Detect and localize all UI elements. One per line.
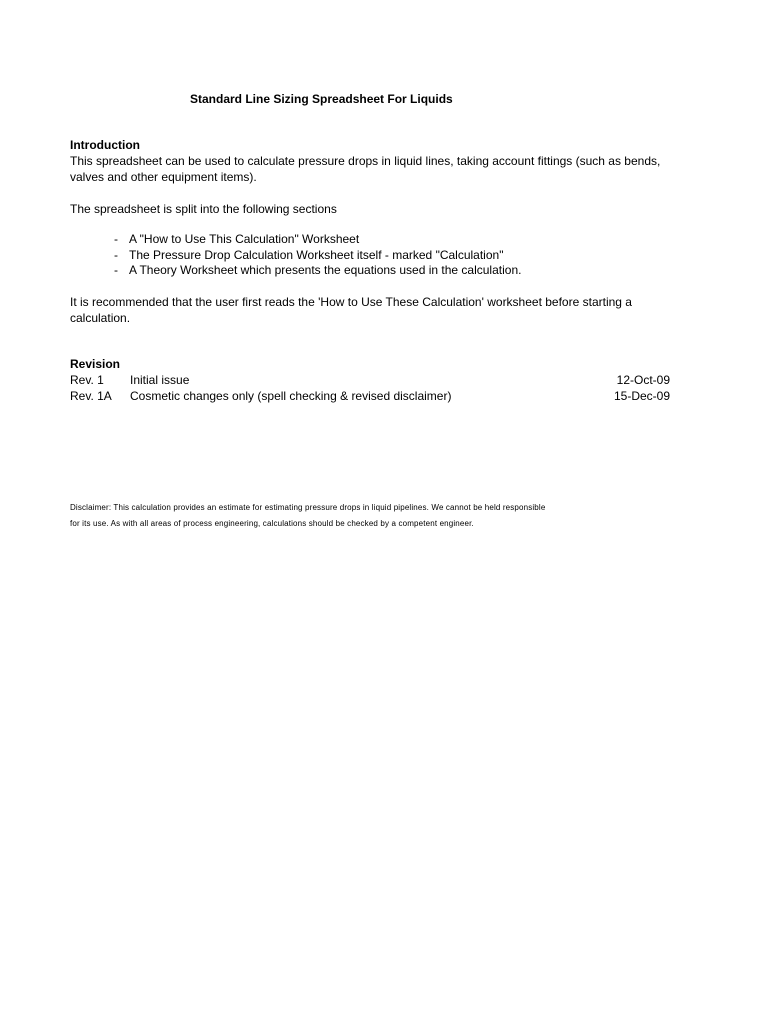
list-item xyxy=(114,248,521,264)
bullet-dash: - xyxy=(114,247,118,262)
table-row xyxy=(70,373,670,389)
document-title: Standard Line Sizing Spreadsheet For Liquids xyxy=(190,92,453,106)
list-item xyxy=(114,263,521,279)
revision-table xyxy=(70,373,670,404)
recommendation-line-2: calculation. xyxy=(70,311,131,325)
sections-list xyxy=(114,232,521,279)
list-item-text: A "How to Use This Calculation" Worksheet xyxy=(129,232,360,246)
recommendation-paragraph xyxy=(70,294,670,326)
revision-date: 15-Dec-09 xyxy=(613,388,670,403)
list-item xyxy=(114,232,521,248)
disclaimer-line-1: Disclaimer: This calculation provides an estimate for estimating pressure drops in liquid pipelines. We cannot be held responsible xyxy=(70,503,546,512)
disclaimer xyxy=(70,500,690,532)
revision-description: Cosmetic changes only (spell checking & revised disclaimer) xyxy=(130,388,452,403)
bullet-dash: - xyxy=(114,263,118,277)
revision-id: Rev. 1A xyxy=(70,388,112,403)
introduction-line-2: valves and other equipment items). xyxy=(70,170,257,184)
introduction-line-1: This spreadsheet can be used to calculate pressure drops in liquid lines, taking account fittings (such as bends, xyxy=(70,154,661,168)
list-item-text: The Pressure Drop Calculation Worksheet itself - marked "Calculation" xyxy=(129,247,504,262)
table-row xyxy=(70,389,670,405)
introduction-heading: Introduction xyxy=(70,138,140,152)
sections-intro-paragraph xyxy=(70,201,670,217)
revision-id: Rev. 1 xyxy=(70,373,104,387)
bullet-dash: - xyxy=(114,232,118,246)
recommendation-line-1: It is recommended that the user first reads the 'How to Use These Calculation' worksheet before starting a xyxy=(70,295,632,309)
sections-intro-text: The spreadsheet is split into the following sections xyxy=(70,202,337,216)
introduction-paragraph xyxy=(70,153,670,185)
revision-description: Initial issue xyxy=(130,373,190,387)
list-item-text: A Theory Worksheet which presents the equations used in the calculation. xyxy=(129,263,522,277)
disclaimer-line-2: for its use. As with all areas of process engineering, calculations should be checked by a competent engineer. xyxy=(70,519,474,528)
revision-heading: Revision xyxy=(70,357,121,371)
revision-date: 12-Oct-09 xyxy=(616,373,670,387)
